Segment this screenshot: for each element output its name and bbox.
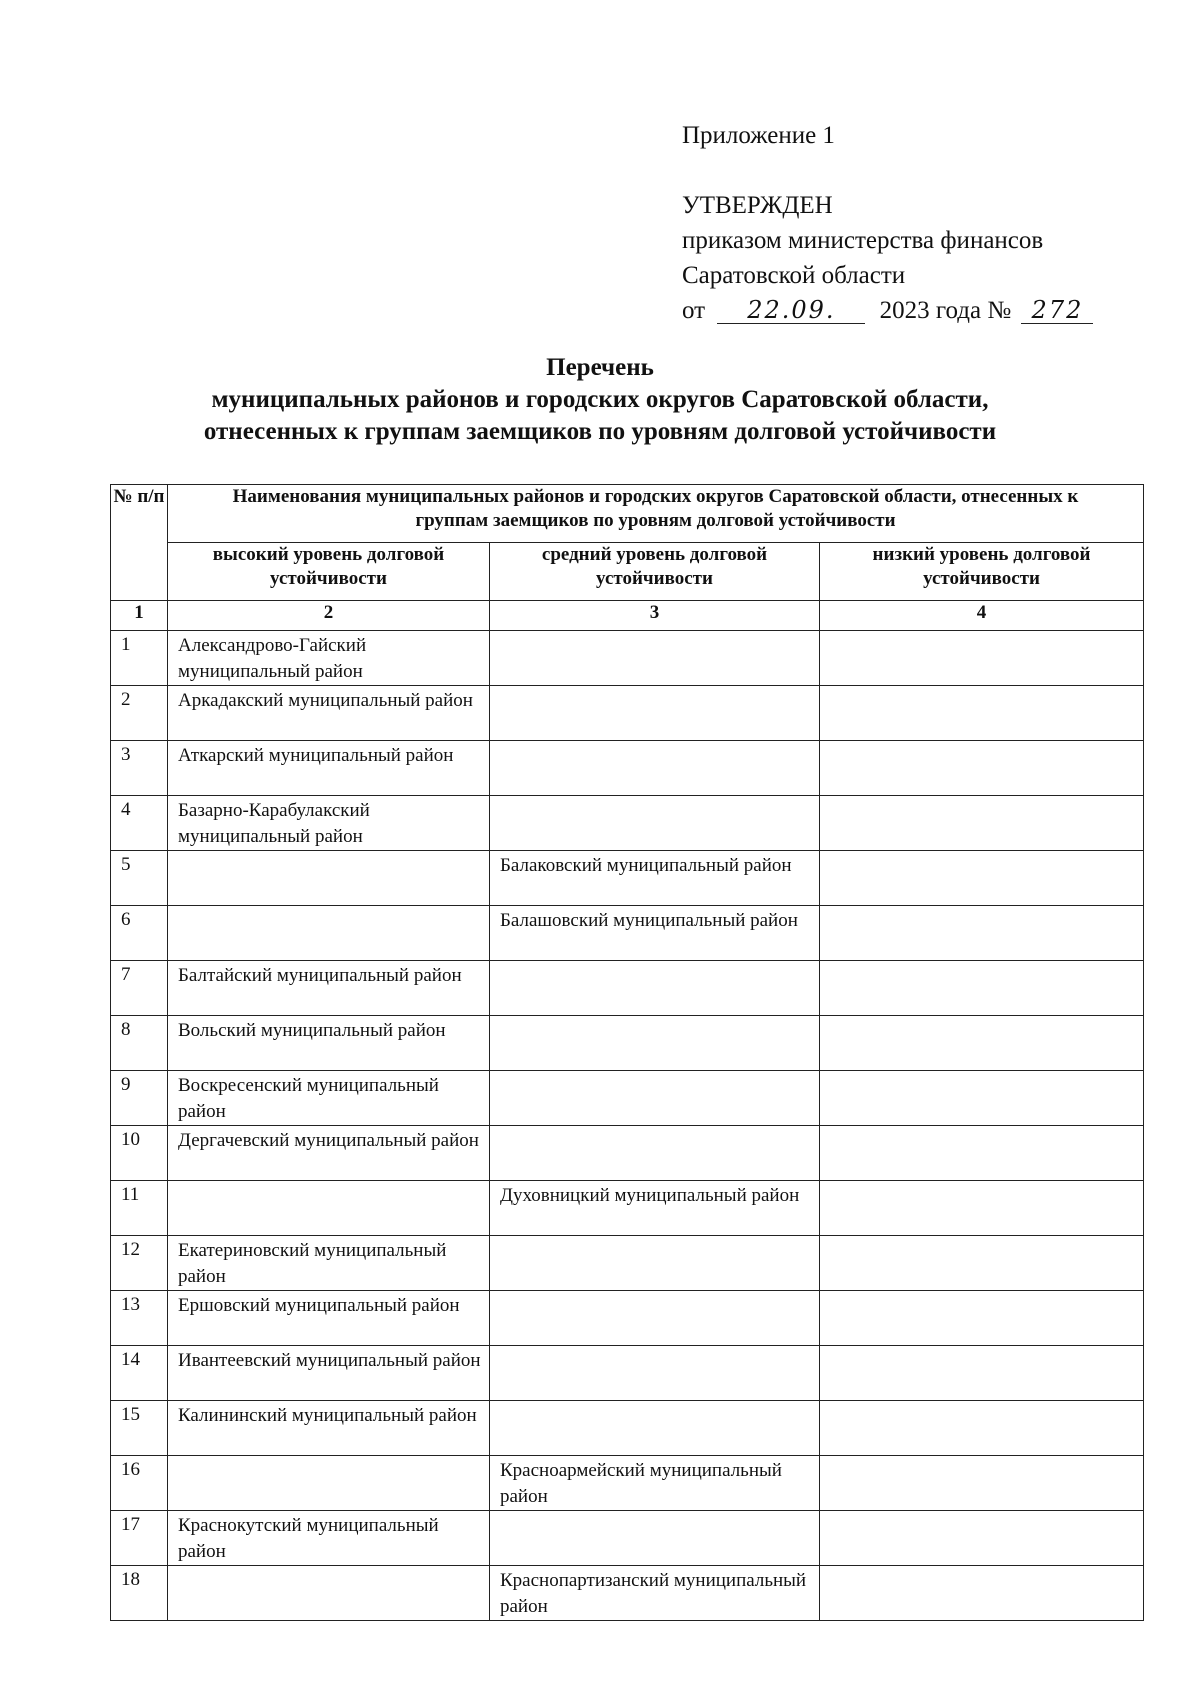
cell-mid-level [490,961,820,1016]
cell-mid-level: Краснопартизанский муниципальный район [490,1566,820,1621]
handwritten-order-number: 272 [1021,297,1093,324]
row-number: 7 [111,961,168,1016]
cell-high-level: Краснокутский муниципальный район [168,1511,490,1566]
row-number: 4 [111,796,168,851]
cell-mid-level [490,686,820,741]
cell-high-level [168,1456,490,1511]
districts-table [110,484,1144,1621]
number-sign: № [987,297,1012,324]
table-row [111,686,1144,741]
title-line-1: Перечень [546,354,654,381]
cell-mid-level [490,741,820,796]
cell-low-level [820,796,1144,851]
table-row [111,1126,1144,1181]
col-index-1: 1 [111,601,168,631]
document-title [100,352,1100,448]
row-number: 3 [111,741,168,796]
col-high-header: высокий уровень долговой устойчивости [168,543,490,601]
cell-high-level: Вольский муниципальный район [168,1016,490,1071]
title-line-3: отнесенных к группам заемщиков по уровням долговой устойчивости [203,418,997,445]
table-row [111,1071,1144,1126]
table-row [111,1181,1144,1236]
cell-high-level: Аткарский муниципальный район [168,741,490,796]
row-number: 11 [111,1181,168,1236]
approval-block [682,188,1093,328]
cell-high-level: Аркадакский муниципальный район [168,686,490,741]
order-line-2: Саратовской области [682,262,906,289]
cell-low-level [820,1071,1144,1126]
cell-low-level [820,1126,1144,1181]
row-number: 13 [111,1291,168,1346]
table-row [111,1236,1144,1291]
row-number: 14 [111,1346,168,1401]
col-number-header: № п/п [111,485,168,601]
row-number: 12 [111,1236,168,1291]
row-number: 16 [111,1456,168,1511]
table-row [111,851,1144,906]
cell-low-level [820,1291,1144,1346]
cell-mid-level [490,1016,820,1071]
table-row [111,796,1144,851]
cell-high-level: Дергачевский муниципальный район [168,1126,490,1181]
row-number: 6 [111,906,168,961]
handwritten-date: 22.09. [717,297,865,324]
cell-mid-level: Балашовский муниципальный район [490,906,820,961]
cell-low-level [820,1456,1144,1511]
row-number: 17 [111,1511,168,1566]
group-header: Наименования муниципальных районов и городских округов Саратовской области, отнесенных к группам заемщиков по уровням долговой устойчивости [168,485,1144,543]
cell-high-level [168,906,490,961]
row-number: 5 [111,851,168,906]
row-number: 18 [111,1566,168,1621]
cell-low-level [820,906,1144,961]
table-row [111,961,1144,1016]
table-row [111,631,1144,686]
title-line-2: муниципальных районов и городских округов Саратовской области, [211,386,989,413]
row-number: 9 [111,1071,168,1126]
cell-mid-level [490,796,820,851]
col-index-4: 4 [820,601,1144,631]
table-header-row-1 [111,485,1144,543]
cell-high-level: Базарно-Карабулакский муниципальный район [168,796,490,851]
table-row [111,1291,1144,1346]
row-number: 8 [111,1016,168,1071]
cell-low-level [820,1511,1144,1566]
col-index-2: 2 [168,601,490,631]
cell-high-level: Ивантеевский муниципальный район [168,1346,490,1401]
row-number: 15 [111,1401,168,1456]
cell-high-level: Воскресенский муниципальный район [168,1071,490,1126]
table-row [111,1401,1144,1456]
cell-mid-level: Духовницкий муниципальный район [490,1181,820,1236]
cell-low-level [820,1346,1144,1401]
cell-high-level [168,1566,490,1621]
table-row [111,1456,1144,1511]
col-mid-header: средний уровень долговой устойчивости [490,543,820,601]
col-low-header: низкий уровень долговой устойчивости [820,543,1144,601]
table-body [111,631,1144,1621]
cell-mid-level [490,631,820,686]
order-line-1: приказом министерства финансов [682,227,1044,254]
col-index-3: 3 [490,601,820,631]
cell-mid-level [490,1071,820,1126]
cell-low-level [820,851,1144,906]
cell-high-level [168,851,490,906]
cell-mid-level [490,1401,820,1456]
table-index-row [111,601,1144,631]
cell-mid-level [490,1236,820,1291]
cell-low-level [820,1566,1144,1621]
cell-low-level [820,961,1144,1016]
cell-mid-level [490,1291,820,1346]
row-number: 10 [111,1126,168,1181]
cell-low-level [820,1236,1144,1291]
table-row [111,1016,1144,1071]
cell-mid-level: Красноармейский муниципальный район [490,1456,820,1511]
cell-high-level: Екатериновский муниципальный район [168,1236,490,1291]
table-row [111,741,1144,796]
cell-low-level [820,631,1144,686]
date-prefix: от [682,297,706,324]
cell-mid-level [490,1126,820,1181]
approved-label: УТВЕРЖДЕН [682,192,833,219]
cell-low-level [820,1401,1144,1456]
cell-low-level [820,686,1144,741]
cell-high-level: Балтайский муниципальный район [168,961,490,1016]
table-row [111,1566,1144,1621]
cell-high-level: Александрово-Гайский муниципальный район [168,631,490,686]
cell-high-level: Калининский муниципальный район [168,1401,490,1456]
row-number: 2 [111,686,168,741]
cell-low-level [820,1181,1144,1236]
cell-low-level [820,1016,1144,1071]
table-row [111,906,1144,961]
cell-high-level [168,1181,490,1236]
cell-mid-level [490,1511,820,1566]
cell-mid-level: Балаковский муниципальный район [490,851,820,906]
cell-mid-level [490,1346,820,1401]
cell-high-level: Ершовский муниципальный район [168,1291,490,1346]
year-text: 2023 года [879,297,982,324]
table-row [111,1511,1144,1566]
appendix-label: Приложение 1 [682,122,835,149]
row-number: 1 [111,631,168,686]
cell-low-level [820,741,1144,796]
table-row [111,1346,1144,1401]
table-header-row-2 [111,543,1144,601]
order-date-line [682,293,1093,328]
